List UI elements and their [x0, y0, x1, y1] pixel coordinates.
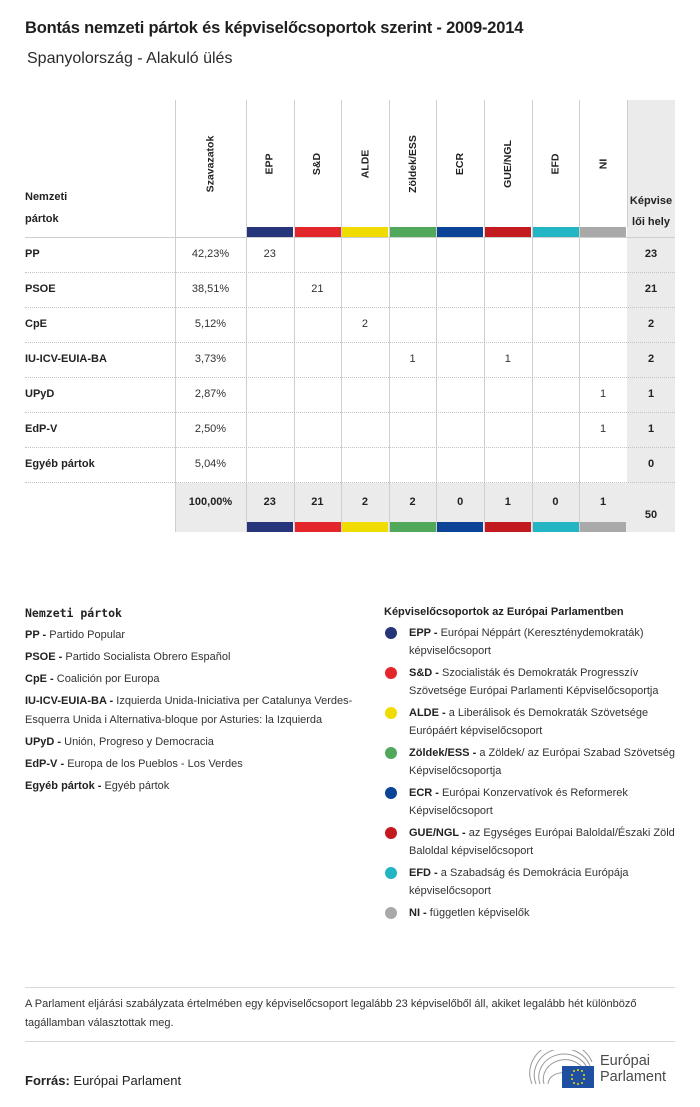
- table-row: [25, 342, 675, 377]
- group-seat-count: [484, 237, 532, 272]
- total-seats: 2: [647, 353, 655, 365]
- group-color-bar: [532, 227, 579, 237]
- column-divider: [627, 100, 628, 227]
- group-color-bar: [484, 227, 531, 237]
- group-seat-count: [532, 272, 580, 307]
- total-seats: 2: [647, 318, 655, 330]
- group-seat-count: [532, 307, 580, 342]
- group-seat-count: [246, 412, 294, 447]
- group-seat-count: [579, 237, 627, 272]
- group-legend-item: EFD - a Szabadság és Demokrácia Európája képviselőcsoport: [384, 864, 684, 900]
- group-total: 0: [552, 496, 559, 508]
- group-color-bar: [436, 522, 483, 532]
- table-row: [25, 377, 675, 412]
- group-seat-count: [294, 342, 342, 377]
- national-parties-legend: [25, 606, 370, 799]
- group-seat-count: 1: [504, 353, 511, 365]
- group-color-dot-icon: [385, 747, 397, 759]
- parliament-hemicycle-icon: [528, 1050, 598, 1090]
- total-seats: 0: [647, 458, 655, 470]
- group-column-header: NI: [597, 158, 610, 169]
- group-color-bar: [436, 227, 483, 237]
- group-seat-count: [294, 307, 342, 342]
- group-seat-count: [246, 377, 294, 412]
- group-color-bar: [294, 227, 341, 237]
- group-color-bar: [484, 522, 531, 532]
- group-seat-count: [389, 447, 437, 482]
- vote-share: 2,87%: [194, 388, 227, 400]
- logo-line-1: Európai: [600, 1053, 650, 1069]
- total-seats: 1: [647, 423, 655, 435]
- group-color-bar: [532, 522, 579, 532]
- source-line: Forrás: Európai Parlament: [25, 1073, 182, 1088]
- group-seat-count: [579, 307, 627, 342]
- vote-share: 38,51%: [191, 283, 230, 295]
- group-legend-item: GUE/NGL - az Egységes Európai Baloldal/Északi Zöld Baloldal képviselőcsoport: [384, 824, 684, 860]
- group-seat-count: [532, 377, 580, 412]
- divider: [25, 1041, 675, 1042]
- party-name: EdP-V: [25, 423, 58, 435]
- party-name: PSOE: [25, 283, 56, 295]
- group-column-header: ALDE: [358, 149, 371, 178]
- page-subtitle: Spanyolország - Alakuló ülés: [27, 50, 233, 67]
- group-color-bar: [341, 522, 388, 532]
- footnote: A Parlament eljárási szabályzata értelmében egy képviselőcsoport legalább 23 képviselőből áll, akiket legalább hét különböző tagállamban választottak meg.: [25, 998, 637, 1029]
- group-total: 23: [263, 496, 276, 508]
- group-seat-count: [341, 237, 389, 272]
- group-legend-item: NI - független képviselők: [384, 904, 684, 922]
- group-color-dot-icon: [385, 707, 397, 719]
- group-seat-count: [341, 342, 389, 377]
- group-seat-count: [436, 237, 484, 272]
- table-row: [25, 237, 675, 272]
- group-seat-count: [532, 447, 580, 482]
- national-legend-item: Egyéb pártok - Egyéb pártok: [25, 780, 170, 792]
- group-seat-count: [246, 342, 294, 377]
- vote-share: 42,23%: [191, 248, 230, 260]
- group-seat-count: [294, 447, 342, 482]
- seats-table: [25, 100, 675, 532]
- group-seat-count: [579, 272, 627, 307]
- group-seat-count: [579, 342, 627, 377]
- group-seat-count: [436, 412, 484, 447]
- votes-column-header: Szavazatok: [204, 135, 217, 192]
- group-seat-count: [484, 272, 532, 307]
- group-seat-count: 21: [311, 283, 324, 295]
- group-column-header: ECR: [454, 152, 467, 175]
- group-seat-count: [246, 272, 294, 307]
- party-name: CpE: [25, 318, 47, 330]
- total-seats: 21: [644, 283, 658, 295]
- group-legend-item: ECR - Európai Konzervatívok és Reformerek Képviselőcsoport: [384, 784, 684, 820]
- total-vote-share: 100,00%: [188, 496, 233, 508]
- group-seat-count: 23: [263, 248, 276, 260]
- group-seat-count: [436, 447, 484, 482]
- total-seats: 1: [647, 388, 655, 400]
- group-color-dot-icon: [385, 907, 397, 919]
- group-legend-item: Zöldek/ESS - a Zöldek/ az Európai Szabad Szövetség Képviselőcsoportja: [384, 744, 684, 780]
- group-seat-count: [294, 237, 342, 272]
- group-color-bar: [579, 522, 626, 532]
- group-seat-count: [341, 377, 389, 412]
- groups-legend-title: Képviselőcsoportok az Európai Parlamentben: [384, 606, 624, 618]
- group-seat-count: [246, 307, 294, 342]
- group-seat-count: [532, 342, 580, 377]
- party-name: IU-ICV-EUIA-BA: [25, 353, 107, 365]
- group-seat-count: [484, 447, 532, 482]
- group-seat-count: 1: [600, 388, 607, 400]
- table-row: [25, 412, 675, 447]
- group-seat-count: [294, 412, 342, 447]
- political-groups-legend: [384, 606, 684, 926]
- seats-column-header: Képvise lői hely: [629, 195, 673, 228]
- group-seat-count: [436, 307, 484, 342]
- group-column-header: EPP: [263, 152, 276, 175]
- group-color-bar: [341, 227, 388, 237]
- national-legend-item: PP - Partido Popular: [25, 629, 126, 641]
- group-legend-item: ALDE - a Liberálisok és Demokraták Szövetsége Európáért képviselőcsoport: [384, 704, 684, 740]
- group-total: 1: [504, 496, 511, 508]
- national-legend-item: IU-ICV-EUIA-BA - Izquierda Unida-Iniciativa per Catalunya Verdes-Esquerra Unida i Alternativa-bloque por Asturies: la Izquierda: [25, 695, 353, 726]
- party-name: Egyéb pártok: [25, 458, 95, 470]
- group-color-dot-icon: [385, 867, 397, 879]
- group-seat-count: [484, 412, 532, 447]
- national-legend-title: Nemzeti pártok: [25, 606, 122, 620]
- group-column-header: S&D: [311, 152, 324, 175]
- table-row: [25, 307, 675, 342]
- group-color-dot-icon: [385, 627, 397, 639]
- group-color-bar: [389, 227, 436, 237]
- party-name: PP: [25, 248, 40, 260]
- group-seat-count: [341, 447, 389, 482]
- group-color-dot-icon: [385, 667, 397, 679]
- party-name: UPyD: [25, 388, 55, 400]
- group-seat-count: 2: [361, 318, 369, 330]
- group-seat-count: [579, 447, 627, 482]
- total-seats: 23: [644, 248, 658, 260]
- table-row: [25, 272, 675, 307]
- group-seat-count: 1: [409, 353, 416, 365]
- group-seat-count: [389, 307, 437, 342]
- group-legend-item: S&D - Szocialisták és Demokraták Progresszív Szövetsége Európai Parlamenti Képviselőcsoportja: [384, 664, 684, 700]
- group-color-bar: [294, 522, 341, 532]
- national-legend-item: CpE - Coalición por Europa: [25, 673, 160, 685]
- group-seat-count: [436, 377, 484, 412]
- group-color-bar: [246, 522, 293, 532]
- group-seat-count: [532, 412, 580, 447]
- group-column-header: GUE/NGL: [501, 139, 514, 188]
- group-seat-count: [294, 377, 342, 412]
- group-seat-count: [389, 237, 437, 272]
- group-seat-count: [436, 272, 484, 307]
- group-color-dot-icon: [385, 827, 397, 839]
- national-legend-item: UPyD - Unión, Progreso y Democracia: [25, 736, 214, 748]
- group-seat-count: [389, 272, 437, 307]
- group-total: 0: [457, 496, 464, 508]
- group-seat-count: 1: [600, 423, 607, 435]
- vote-share: 2,50%: [194, 423, 227, 435]
- group-column-header: EFD: [549, 153, 562, 174]
- vote-share: 3,73%: [194, 353, 227, 365]
- group-color-bar: [246, 227, 293, 237]
- group-total: 21: [311, 496, 324, 508]
- vote-share: 5,12%: [194, 318, 227, 330]
- group-total: 2: [409, 496, 416, 508]
- table-row: [25, 447, 675, 482]
- national-legend-item: PSOE - Partido Socialista Obrero Español: [25, 651, 231, 663]
- group-seat-count: [246, 447, 294, 482]
- group-total: 1: [600, 496, 607, 508]
- grand-total-seats: 50: [644, 509, 658, 521]
- group-seat-count: [341, 412, 389, 447]
- group-color-bar: [389, 522, 436, 532]
- group-seat-count: [532, 237, 580, 272]
- vote-share: 5,04%: [194, 458, 227, 470]
- group-seat-count: [436, 342, 484, 377]
- page-title: Bontás nemzeti pártok és képviselőcsoportok szerint - 2009-2014: [25, 19, 524, 37]
- group-legend-item: EPP - Európai Néppárt (Kereszténydemokraták) képviselőcsoport: [384, 624, 684, 660]
- divider: [25, 987, 675, 988]
- group-seat-count: [389, 377, 437, 412]
- group-color-dot-icon: [385, 787, 397, 799]
- party-column-header: Nemzeti pártok: [25, 191, 68, 225]
- logo-line-2: Parlament: [600, 1069, 667, 1085]
- group-seat-count: [484, 307, 532, 342]
- european-parliament-logo: [528, 1050, 678, 1090]
- group-seat-count: [389, 412, 437, 447]
- group-column-header: Zöldek/ESS: [406, 134, 419, 193]
- group-seat-count: [341, 272, 389, 307]
- national-legend-item: EdP-V - Europa de los Pueblos - Los Verdes: [25, 758, 243, 770]
- group-seat-count: [484, 377, 532, 412]
- group-total: 2: [361, 496, 369, 508]
- total-row: [25, 483, 675, 521]
- group-color-bar: [579, 227, 626, 237]
